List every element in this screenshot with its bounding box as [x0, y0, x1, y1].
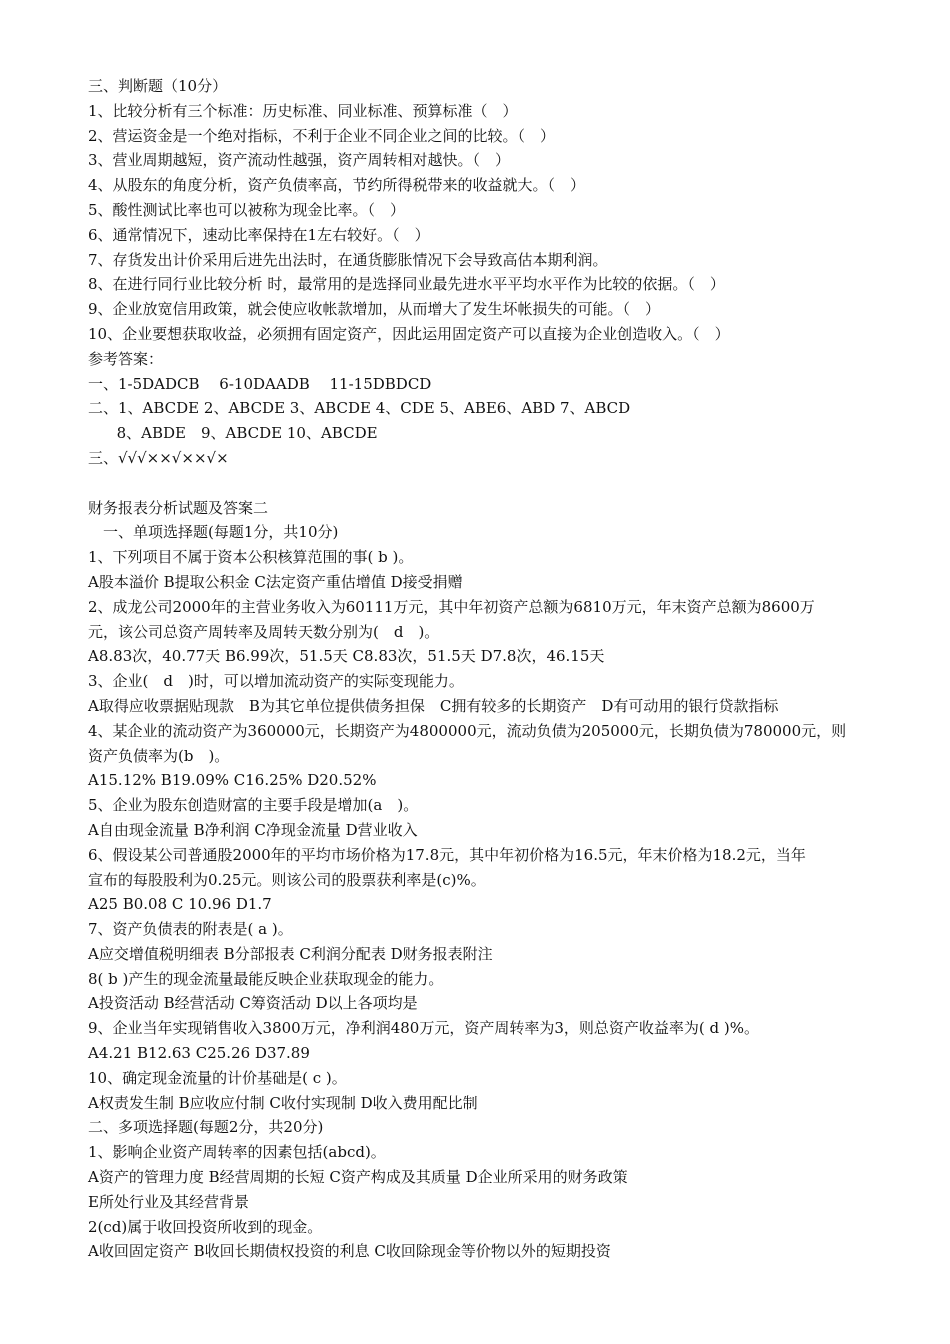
- text-line: 二、1、ABCDE 2、ABCDE 3、ABCDE 4、CDE 5、ABE6、ABD 7、ABCD: [88, 399, 631, 418]
- text-line: A股本溢价 B提取公积金 C法定资产重估增值 D接受捐赠: [88, 572, 463, 591]
- text-line: 一、单项选择题(每题1分，共10分): [88, 523, 339, 542]
- text-line: 8( b )产生的现金流量最能反映企业获取现金的能力。: [88, 969, 444, 988]
- text-line: A自由现金流量 B净利润 C净现金流量 D营业收入: [88, 820, 418, 839]
- text-line: 9、企业放宽信用政策，就会使应收帐款增加，从而增大了发生坏帐损失的可能。（ ）: [88, 300, 661, 319]
- text-line: 2、营运资金是一个绝对指标，不利于企业不同企业之间的比较。（ ）: [88, 126, 556, 145]
- text-line: 1、比较分析有三个标准：历史标准、同业标准、预算标准（ ）: [88, 101, 518, 120]
- text-line: 财务报表分析试题及答案二: [88, 498, 269, 517]
- text-line: A应交增值税明细表 B分部报表 C利润分配表 D财务报表附注: [88, 944, 493, 963]
- text-line: 宣布的每股股利为0.25元。则该公司的股票获利率是(c)%。: [88, 870, 486, 889]
- text-line: 8、在进行同行业比较分析 时，最常用的是选择同业最先进水平平均水平作为比较的依据。（ ）: [88, 275, 725, 294]
- text-line: A25 B0.08 C 10.96 D1.7: [88, 895, 272, 914]
- text-line: 一、1-5DADCB 6-10DAADB 11-15DBDCD: [88, 374, 432, 393]
- text-line: 6、通常情况下，速动比率保持在1左右较好。（ ）: [88, 225, 430, 244]
- text-line: E所处行业及其经营背景: [88, 1192, 249, 1211]
- text-line: 7、资产负债表的附表是( a )。: [88, 920, 293, 939]
- text-line: 参考答案：: [88, 349, 164, 368]
- text-line: 7、存货发出计价采用后进先出法时，在通货膨胀情况下会导致高估本期利润。: [88, 250, 608, 269]
- text-line: 三、√√√××√××√×: [88, 448, 229, 467]
- text-line: 三、判断题（10分）: [88, 77, 228, 95]
- text-line: [88, 471, 888, 496]
- text-line: 5、企业为股东创造财富的主要手段是增加(a )。: [88, 796, 419, 815]
- text-line: A权责发生制 B应收应付制 C收付实现制 D收入费用配比制: [88, 1093, 478, 1112]
- text-line: 1、影响企业资产周转率的因素包括(abcd)。: [88, 1143, 386, 1162]
- text-line: 4、某企业的流动资产为360000元，长期资产为4800000元，流动负债为205000元，长期负债为780000元，则: [88, 721, 847, 740]
- document-page: [88, 74, 888, 1264]
- text-line: 5、酸性测试比率也可以被称为现金比率。（ ）: [88, 200, 406, 219]
- text-line: 1、下列项目不属于资本公积核算范围的事( b )。: [88, 548, 414, 567]
- text-line: 8、ABDE 9、ABCDE 10、ABCDE: [88, 424, 378, 443]
- text-line: 资产负债率为(b )。: [88, 746, 230, 765]
- text-line: 3、企业( d )时，可以增加流动资产的实际变现能力。: [88, 672, 464, 691]
- text-line: 2(cd)属于收回投资所收到的现金。: [88, 1217, 323, 1236]
- text-line: 元，该公司总资产周转率及周转天数分别为( d )。: [88, 622, 440, 641]
- text-line: 10、企业要想获取收益，必须拥有固定资产，因此运用固定资产可以直接为企业创造收入。（ ）: [88, 324, 730, 343]
- text-line: 3、营业周期越短，资产流动性越强，资产周转相对越快。（ ）: [88, 151, 511, 170]
- text-line: 2、成龙公司2000年的主营业务收入为60111万元，其中年初资产总额为6810万元，年末资产总额为8600万: [88, 597, 815, 616]
- text-line: A资产的管理力度 B经营周期的长短 C资产构成及其质量 D企业所采用的财务政策: [88, 1168, 628, 1187]
- text-line: A4.21 B12.63 C25.26 D37.89: [88, 1044, 310, 1063]
- text-line: A取得应收票据贴现款 B为其它单位提供债务担保 C拥有较多的长期资产 D有可动用的银行贷款指标: [88, 696, 779, 715]
- text-line: A15.12% B19.09% C16.25% D20.52%: [88, 771, 377, 790]
- text-line: 9、企业当年实现销售收入3800万元，净利润480万元，资产周转率为3，则总资产收益率为( d )%。: [88, 1019, 759, 1038]
- text-line: A收回固定资产 B收回长期债权投资的利息 C收回除现金等价物以外的短期投资: [88, 1242, 611, 1261]
- text-line: 6、假设某公司普通股2000年的平均市场价格为17.8元，其中年初价格为16.5元，年末价格为18.2元，当年: [88, 845, 806, 864]
- text-line: 4、从股东的角度分析，资产负债率高，节约所得税带来的收益就大。（ ）: [88, 176, 586, 195]
- text-line: A8.83次，40.77天 B6.99次，51.5天 C8.83次，51.5天 D7.8次，46.15天: [88, 647, 605, 666]
- text-line: A投资活动 B经营活动 C筹资活动 D以上各项均是: [88, 994, 418, 1013]
- text-line: 10、确定现金流量的计价基础是( c )。: [88, 1068, 347, 1087]
- text-line: 二、多项选择题(每题2分，共20分): [88, 1118, 324, 1137]
